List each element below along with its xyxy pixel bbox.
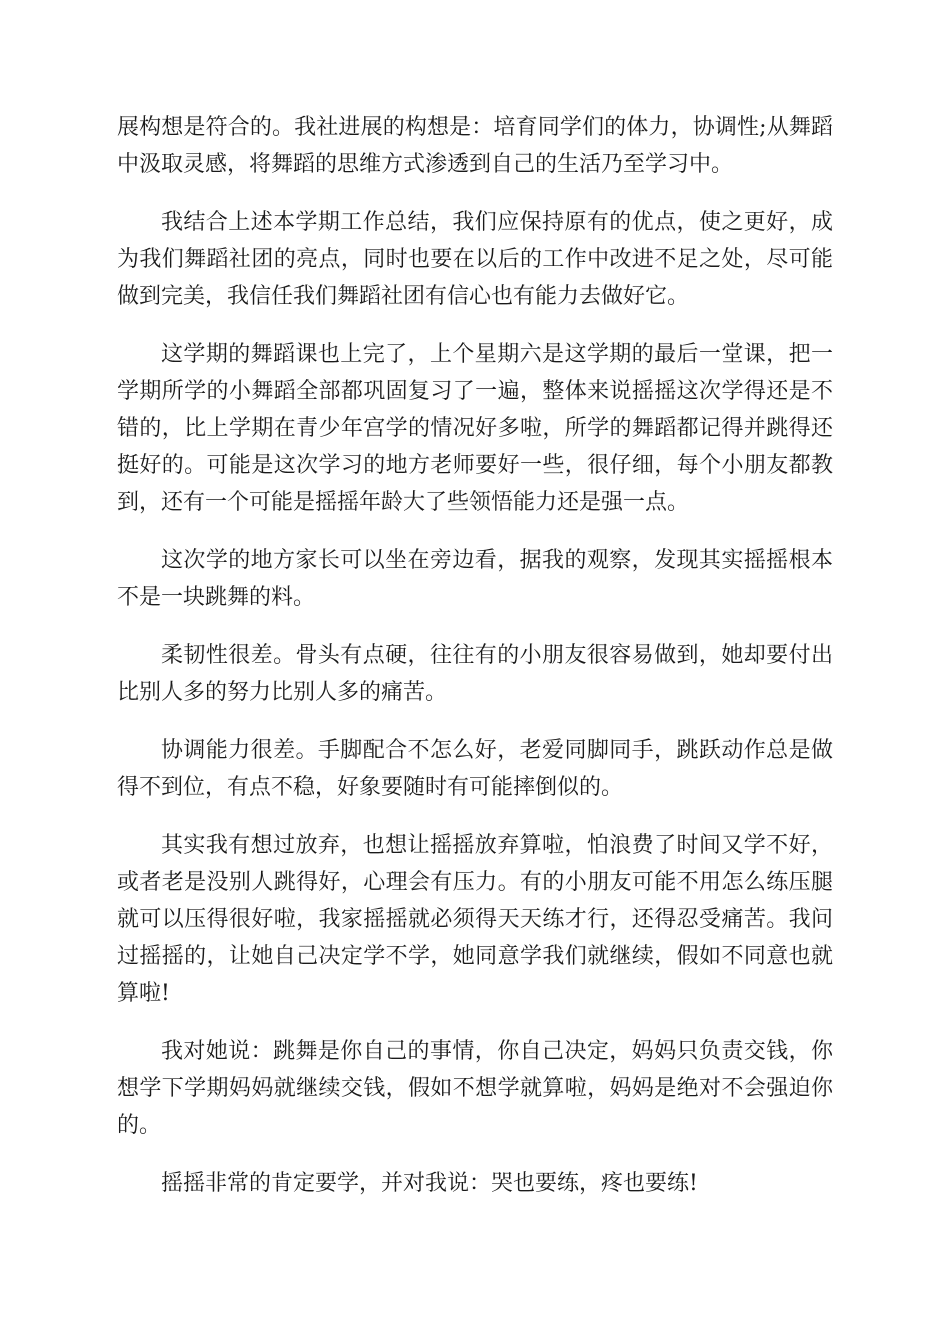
paragraph-2: 我结合上述本学期工作总结，我们应保持原有的优点，使之更好，成为我们舞蹈社团的亮点，同时也要在以后的工作中改进不足之处，尽可能做到完美，我信任我们舞蹈社团有信心也有能力去做好它。 [117,210,833,309]
paragraph-3: 这学期的舞蹈课也上完了，上个星期六是这学期的最后一堂课，把一学期所学的小舞蹈全部都巩固复习了一遍，整体来说摇摇这次学得还是不错的，比上学期在青少年宫学的情况好多啦，所学的舞蹈都记得并跳得还挺好的。可能是这次学习的地方老师要好一些，很仔细，每个小朋友都教到，还有一个可能是摇摇年龄大了些领悟能力还是强一点。 [117,342,833,515]
paragraph-6: 协调能力很差。手脚配合不怎么好，老爱同脚同手，跳跃动作总是做得不到位，有点不稳，好象要随时有可能摔倒似的。 [117,738,833,800]
paragraph-5: 柔韧性很差。骨头有点硬，往往有的小朋友很容易做到，她却要付出比别人多的努力比别人多的痛苦。 [117,643,833,705]
paragraph-8: 我对她说：跳舞是你自己的事情，你自己决定，妈妈只负责交钱，你想学下学期妈妈就继续交钱，假如不想学就算啦，妈妈是绝对不会强迫你的。 [117,1039,833,1138]
paragraph-7: 其实我有想过放弃，也想让摇摇放弃算啦，怕浪费了时间又学不好，或者老是没别人跳得好，心理会有压力。有的小朋友可能不用怎么练压腿就可以压得很好啦，我家摇摇就必须得天天练才行，还得忍受痛苦。我问过摇摇的，让她自己决定学不学，她同意学我们就继续，假如不同意也就算啦! [117,833,833,1006]
paragraph-4: 这次学的地方家长可以坐在旁边看，据我的观察，发现其实摇摇根本不是一块跳舞的料。 [117,548,833,610]
paragraph-9: 摇摇非常的肯定要学，并对我说：哭也要练，疼也要练! [161,1171,698,1196]
paragraph-1: 展构想是符合的。我社进展的构想是：培育同学们的体力，协调性;从舞蹈中汲取灵感，将舞蹈的思维方式渗透到自己的生活乃至学习中。 [117,115,833,177]
